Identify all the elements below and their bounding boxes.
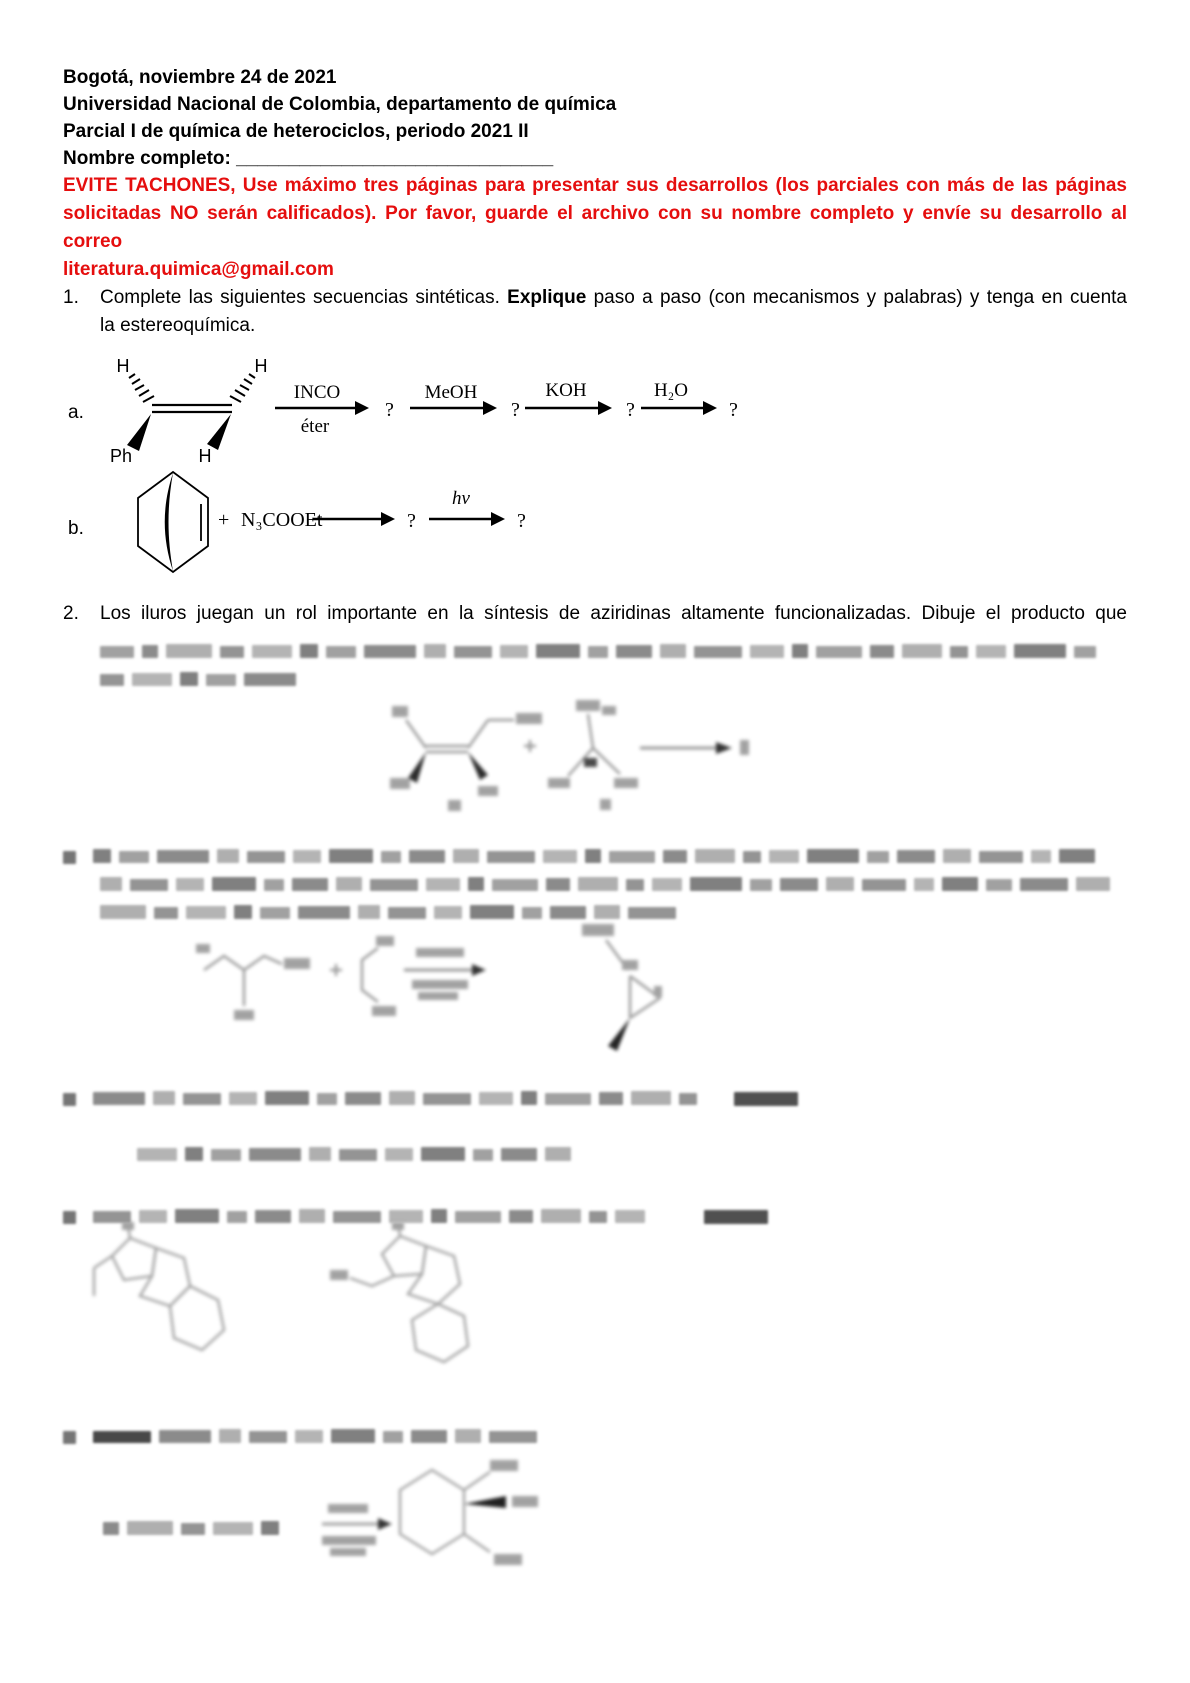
reaction-arrow-1 xyxy=(275,382,369,437)
redacted-text-line xyxy=(100,905,700,921)
warning-notice xyxy=(63,172,1127,284)
reaction-arrow-2 xyxy=(410,382,497,415)
scheme-a-label: a. xyxy=(68,402,84,423)
reagent-inco: INCO xyxy=(293,382,341,403)
question-mark-2: ? xyxy=(511,399,520,421)
h-label-top-right: H xyxy=(254,356,268,376)
redacted-text-line xyxy=(63,849,1125,865)
ph-label: Ph xyxy=(109,446,133,466)
question-2-number: 2. xyxy=(63,603,79,624)
question-1 xyxy=(63,284,1127,340)
redacted-text-line xyxy=(100,644,1126,660)
scheme-b-figure xyxy=(63,446,623,586)
hash-wedge-right xyxy=(230,374,255,402)
norbornene-molecule xyxy=(138,472,208,572)
question-2-text xyxy=(63,600,1127,628)
email-link[interactable]: literatura.quimica@gmail.com xyxy=(63,259,334,280)
text-line: Complete las siguientes secuencias sintéticas. Explique paso a paso (con mecanismos y palabras) y tenga en cuenta xyxy=(100,287,1128,308)
text-line: Los iluros juegan un rol importante en la síntesis de aziridinas altamente funcionalizadas. Dibuje el producto que xyxy=(100,603,1127,624)
text-line: EVITE TACHONES, Use máximo tres páginas para presentar sus desarrollos (los parciales con más de las páginas xyxy=(63,175,1127,196)
header-exam-title-line: Parcial I de química de heterociclos, periodo 2021 II xyxy=(63,121,529,142)
h-label-bottom-right: H xyxy=(198,446,212,466)
reagent-koh: KOH xyxy=(545,380,587,401)
reagent-meoh: MeOH xyxy=(424,382,478,403)
reaction-arrow-b2 xyxy=(429,488,505,526)
question-mark-4: ? xyxy=(729,399,738,421)
redacted-text-line xyxy=(63,1209,768,1225)
header-university-line: Universidad Nacional de Colombia, departamento de química xyxy=(63,94,617,115)
text-line: la estereoquímica. xyxy=(100,315,256,336)
h-label-top-left: H xyxy=(116,356,130,376)
question-2 xyxy=(63,600,1127,628)
header-name-field: Nombre completo: ______________________________ xyxy=(63,148,554,169)
redacted-text-line xyxy=(100,877,1118,893)
blurred-regioisomer-structures xyxy=(78,1222,528,1427)
reagent-h2o: H₂O xyxy=(653,380,689,401)
redacted-text-line xyxy=(100,672,312,688)
bold-wedge-h xyxy=(207,414,231,450)
redacted-text-line xyxy=(103,1521,310,1537)
question-mark-3: ? xyxy=(626,399,635,421)
redacted-text-line xyxy=(63,1091,798,1107)
text-line xyxy=(63,256,1127,284)
header-date-line: Bogotá, noviembre 24 de 2021 xyxy=(63,67,337,88)
photolysis-hv-label: hν xyxy=(452,488,470,509)
question-mark-b2: ? xyxy=(517,510,526,532)
redacted-text-line xyxy=(63,1429,565,1445)
question-1-number: 1. xyxy=(63,287,79,308)
question-mark-1: ? xyxy=(385,399,394,421)
norbornene-bridge xyxy=(165,473,173,571)
plus-sign: + xyxy=(218,509,230,531)
redacted-text-line xyxy=(137,1147,580,1163)
question-mark-b1: ? xyxy=(407,510,416,532)
document-header xyxy=(63,64,1127,172)
blurred-cyclization-scheme xyxy=(182,918,662,1083)
scheme-b-label: b. xyxy=(68,518,84,539)
blurred-ylide-scheme xyxy=(388,696,758,818)
reaction-arrow-3 xyxy=(525,380,612,415)
reaction-arrow-4 xyxy=(641,380,717,415)
reagent-azide: N₃COOEt xyxy=(241,509,323,531)
reaction-arrow-b1 xyxy=(313,512,395,526)
text-line: solicitadas NO serán calificados). Por favor, guarde el archivo con su nombre completo y envíe su desarrollo al correo xyxy=(63,203,1127,252)
hash-wedge-left xyxy=(129,374,154,402)
solvent-eter: éter xyxy=(300,416,330,437)
question-1-text xyxy=(63,284,1127,340)
